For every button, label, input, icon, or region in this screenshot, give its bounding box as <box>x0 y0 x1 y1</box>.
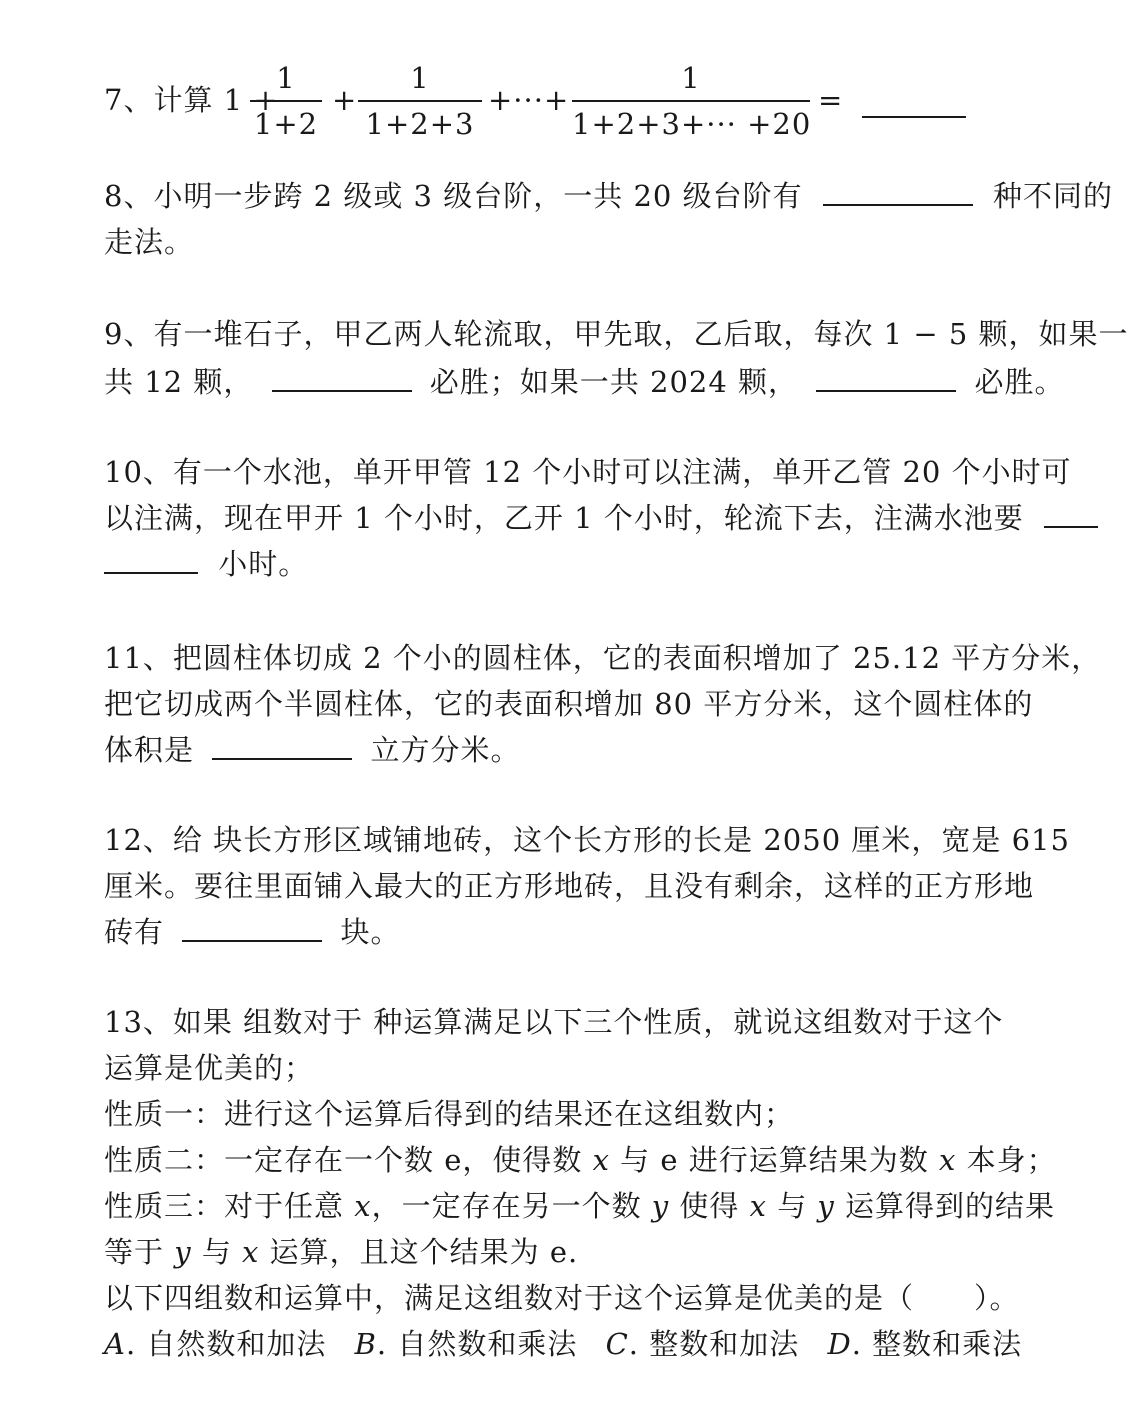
question-12 <box>104 820 1070 960</box>
q9-text-3: 必胜。 <box>974 365 1065 399</box>
q13-p3-text-e: 运算得到的结果 <box>834 1189 1056 1223</box>
q9-text-1: 共 12 颗， <box>104 365 254 399</box>
q13-p3-text-b: ，一定存在另一个数 <box>371 1189 652 1223</box>
q7-f3-denominator: 1+2+3+··· +20 <box>572 107 812 141</box>
q12-text-3b: 块。 <box>340 915 401 949</box>
q13-p3c-var-x: x <box>242 1235 260 1269</box>
q13-option-a[interactable] <box>104 1327 326 1361</box>
q7-fraction-2 <box>358 60 482 144</box>
q11-line-1: 11、把圆柱体切成 2 个小的圆柱体，它的表面积增加了 25.12 平方分米， <box>104 641 1102 675</box>
q8-text-2: 种不同的 <box>993 179 1114 213</box>
question-9 <box>104 314 1129 404</box>
q13-p3-var-x: x <box>354 1189 372 1223</box>
q9-text-2: 必胜；如果一共 2024 颗， <box>429 365 799 399</box>
question-10 <box>104 452 1072 592</box>
q10-text-2: 以注满，现在甲开 1 个小时，乙开 1 个小时，轮流下去，注满水池要 <box>104 501 1024 535</box>
q8-line-2: 走法。 <box>104 225 195 259</box>
q13-p3c-text-b: 与 <box>191 1235 243 1269</box>
q7-f1-numerator: 1 <box>276 61 296 95</box>
q13-p3c-text-a: 等于 <box>104 1235 175 1269</box>
q13-property-3 <box>104 1186 1055 1226</box>
q9-line-1: 9、有一堆石子，甲乙两人轮流取，甲先取，乙后取，每次 1 − 5 颗，如果一 <box>104 317 1129 351</box>
q13-p2-text-a: 性质二：一定存在一个数 e，使得数 <box>104 1143 593 1177</box>
question-11 <box>104 638 1102 778</box>
q7-f3-numerator: 1 <box>681 61 701 95</box>
q7-fraction-1 <box>250 60 322 144</box>
q13-prompt: 以下四组数和运算中，满足这组数对于这个运算是优美的是（ ）。 <box>104 1281 1020 1315</box>
q8-text-1: 8、小明一步跨 2 级或 3 级台阶，一共 20 级台阶有 <box>104 179 803 213</box>
q13-p3-text-d: 与 <box>766 1189 818 1223</box>
question-8 <box>104 176 1114 266</box>
q13-property-1: 性质一：进行这个运算后得到的结果还在这组数内； <box>104 1097 795 1131</box>
q13-p3c-text-c: 运算，且这个结果为 e. <box>259 1235 579 1269</box>
q13-property-2 <box>104 1140 1057 1180</box>
q13-option-d[interactable] <box>827 1327 1022 1361</box>
q7-plus-1: + <box>332 83 358 117</box>
q13-line-2: 运算是优美的； <box>104 1051 315 1085</box>
q13-property-3-cont <box>104 1232 578 1272</box>
q11-text-3a: 体积是 <box>104 733 195 767</box>
option-b-text: . 自然数和乘法 <box>376 1327 578 1361</box>
q13-option-b[interactable] <box>355 1327 578 1361</box>
q12-line-1: 12、给 块长方形区域铺地砖，这个长方形的长是 2050 厘米，宽是 615 <box>104 823 1070 857</box>
q10-answer-blank-part-2[interactable] <box>104 550 198 574</box>
q12-text-3a: 砖有 <box>104 915 165 949</box>
q7-f1-denominator: 1+2 <box>253 107 319 141</box>
q7-f3-bar <box>572 100 810 102</box>
option-a-text: . 自然数和加法 <box>125 1327 327 1361</box>
question-7 <box>104 58 1024 148</box>
q7-f2-numerator: 1 <box>410 61 430 95</box>
q7-f2-bar <box>358 100 482 102</box>
q7-ellipsis-plus: +···+ <box>488 83 570 117</box>
q10-answer-blank-part-1[interactable] <box>1044 504 1098 528</box>
q13-options <box>104 1324 1022 1364</box>
option-a-letter: A <box>104 1327 126 1361</box>
q13-p2-text-b: 与 e 进行运算结果为数 <box>609 1143 940 1177</box>
q13-p3-text-a: 性质三：对于任意 <box>104 1189 355 1223</box>
q13-line-1: 13、如果 组数对于 种运算满足以下三个性质，就说这组数对于这个 <box>104 1005 1004 1039</box>
q13-p3-text-c: 使得 <box>669 1189 750 1223</box>
q10-text-3: 小时。 <box>218 547 309 581</box>
q13-p2-var-x2: x <box>939 1143 957 1177</box>
q13-p3c-var-y: y <box>174 1235 192 1269</box>
q12-line-2: 厘米。要往里面铺入最大的正方形地砖，且没有剩余，这样的正方形地 <box>104 869 1035 903</box>
q13-p3-var-y2: y <box>817 1189 835 1223</box>
q7-equals: = <box>818 83 844 117</box>
q13-p2-var-x: x <box>592 1143 610 1177</box>
q13-option-c[interactable] <box>606 1327 800 1361</box>
q7-answer-blank[interactable] <box>862 94 966 118</box>
q9-answer-blank-2[interactable] <box>816 368 956 392</box>
option-c-text: . 整数和加法 <box>628 1327 800 1361</box>
q12-answer-blank[interactable] <box>182 918 322 942</box>
option-d-letter: D <box>827 1327 852 1361</box>
q7-fraction-3 <box>572 60 810 144</box>
q13-p3-var-x2: x <box>749 1189 767 1223</box>
q7-f2-denominator: 1+2+3 <box>365 107 475 141</box>
q7-prefix: 7、计算 1 + <box>104 83 279 117</box>
question-13 <box>104 1002 1057 1382</box>
q13-p3-var-y: y <box>651 1189 670 1223</box>
q13-p2-text-c: 本身； <box>956 1143 1057 1177</box>
option-d-text: . 整数和乘法 <box>851 1327 1023 1361</box>
q9-answer-blank-1[interactable] <box>272 368 412 392</box>
q10-line-1: 10、有一个水池，单开甲管 12 个小时可以注满，单开乙管 20 个小时可 <box>104 455 1072 489</box>
q7-f1-bar <box>250 100 322 102</box>
option-b-letter: B <box>354 1327 377 1361</box>
q11-text-3b: 立方分米。 <box>370 733 521 767</box>
q11-line-2: 把它切成两个半圆柱体，它的表面积增加 80 平方分米，这个圆柱体的 <box>104 687 1034 721</box>
q8-answer-blank[interactable] <box>823 182 973 206</box>
option-c-letter: C <box>605 1327 629 1361</box>
q11-answer-blank[interactable] <box>212 736 352 760</box>
